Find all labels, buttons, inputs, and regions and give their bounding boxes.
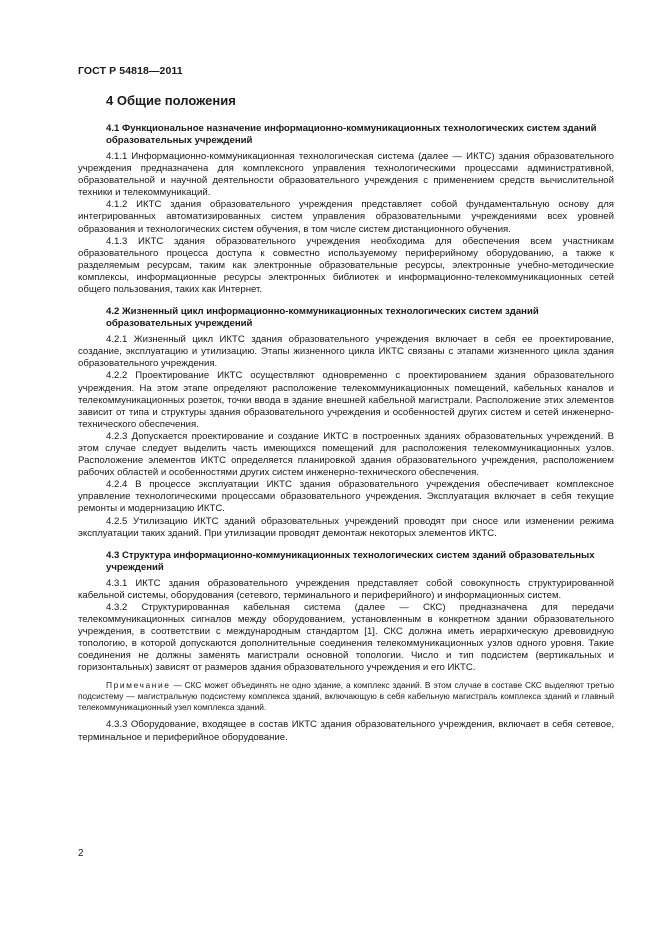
paragraph: 4.1.2 ИКТС здания образовательного учреждения представляет собой фундаментальную основу для интегрированных автоматизированных систем управления образовательными учреждениями всех уровней образования и технологических систем обучения, в том числе систем дистанционного обучения. (78, 199, 614, 235)
paragraph: 4.1.3 ИКТС здания образовательного учреждения необходима для обеспечения всем участникам образовательного процесса доступа к совместно используемому периферийному оборудованию, а также к разделяемым ресурсам, таким как электронные образовательные ресурсы, электронные учебно-методические комплексы, информационные ресурсы электронных библиотек и информационно-телекоммуникационных сетей общего пользования, таких как Интернет. (78, 235, 614, 296)
page-number: 2 (78, 848, 84, 859)
subsection-title: 4.3 Структура информационно-коммуникационных технологических систем зданий образовательных учреждений (106, 549, 595, 573)
subsection-title: 4.2 Жизненный цикл информационно-коммуникационных технологических систем зданий образовательных учреждений (106, 306, 539, 330)
paragraph: 4.3.1 ИКТС здания образовательного учреждения представляет собой совокупность структурированной кабельной системы, оборудования (сетевого, терминального и периферийного) и информационных систем. (78, 577, 614, 601)
subsection-title: 4.1 Функциональное назначение информационно-коммуникационных технологических систем зданий образовательных учреждений (106, 123, 597, 146)
paragraph: 4.2.2 Проектирование ИКТС осуществляют одновременно с проектированием здания образовательного учреждения. На этом этапе определяют расположение телекоммуникационных помещений, кабельных каналов и телекоммуникационных розеток, точки ввода в здание внешней кабельной магистрали. Расположение этих элементов зависит от типа и структуры здания образовательного учреждения и особенностей других систем и сетей инженерно-технического обеспечения. (78, 370, 614, 430)
paragraph: 4.1.1 Информационно-коммуникационная технологическая система (далее — ИКТС) здания образовательного учреждения предназначена для комплексного управления технологическими процессами административной, образовательной и научной деятельности образовательного учреждения с применением средств вычислительной техники и телекоммуникаций. (78, 151, 614, 199)
note-text: — СКС может объединять не одно здание, а комплекс зданий. В этом случае в составе СКС выделяют третью подсистему — магистральную подсистему комплекса зданий, включающую в себя кабельную магистраль комплекса зданий и главный телекоммуникационный узел комплекса зданий. (78, 680, 614, 713)
page-content (78, 93, 614, 744)
paragraph: 4.2.4 В процессе эксплуатации ИКТС здания образовательного учреждения обеспечивает комплексное управление технологическими процессами образовательного учреждения. Эксплуатация включает в себя текущие ремонты и модернизацию ИКТС. (78, 479, 614, 515)
paragraph: 4.3.2 Структурированная кабельная система (далее — СКС) предназначена для передачи телекоммуникационных сигналов между оборудованием, установленным в конкретном здании образовательного учреждения, в соответствии с международным стандартом [1]. СКС должна иметь иерархическую древовидную топологию, в которой допускаются дополнительные соединения телекоммуникационных узлов одного уровня. Такие соединения не должны заменять магистрали основной топологии. Число и тип подсистем (вертикальных и горизонтальных) зависят от размеров здания образовательного учреждения и его ИКТС. (78, 601, 614, 674)
paragraph: 4.3.3 Оборудование, входящее в состав ИКТС здания образовательного учреждения, включает в себя сетевое, терминальное и периферийное оборудование. (78, 719, 614, 743)
paragraph: 4.2.3 Допускается проектирование и создание ИКТС в построенных зданиях образовательных учреждений. В этом случае следует выделить часть имеющихся помещений для расположения телекоммуникационных узлов. Расположение элементов ИКТС определяется планировкой здания образовательного учреждения, расположением рабочих областей и особенностями других систем инженерно-технического обеспечения. (78, 430, 614, 479)
section-title: 4 Общие положения (106, 93, 236, 108)
note-paragraph (78, 680, 614, 713)
note-label: Примечание (106, 680, 171, 691)
document-id-header: ГОСТ Р 54818—2011 (78, 65, 183, 77)
paragraph: 4.2.1 Жизненный цикл ИКТС здания образовательного учреждения включает в себя ее проектирование, создание, эксплуатацию и утилизацию. Этапы жизненного цикла ИКТС связаны с этапами жизненного цикла здания образовательного учреждения. (78, 334, 614, 370)
paragraph: 4.2.5 Утилизацию ИКТС зданий образовательных учреждений проводят при сносе или изменении режима эксплуатации таких зданий. При утилизации проводят демонтаж некоторых элементов ИКТС. (78, 515, 614, 539)
